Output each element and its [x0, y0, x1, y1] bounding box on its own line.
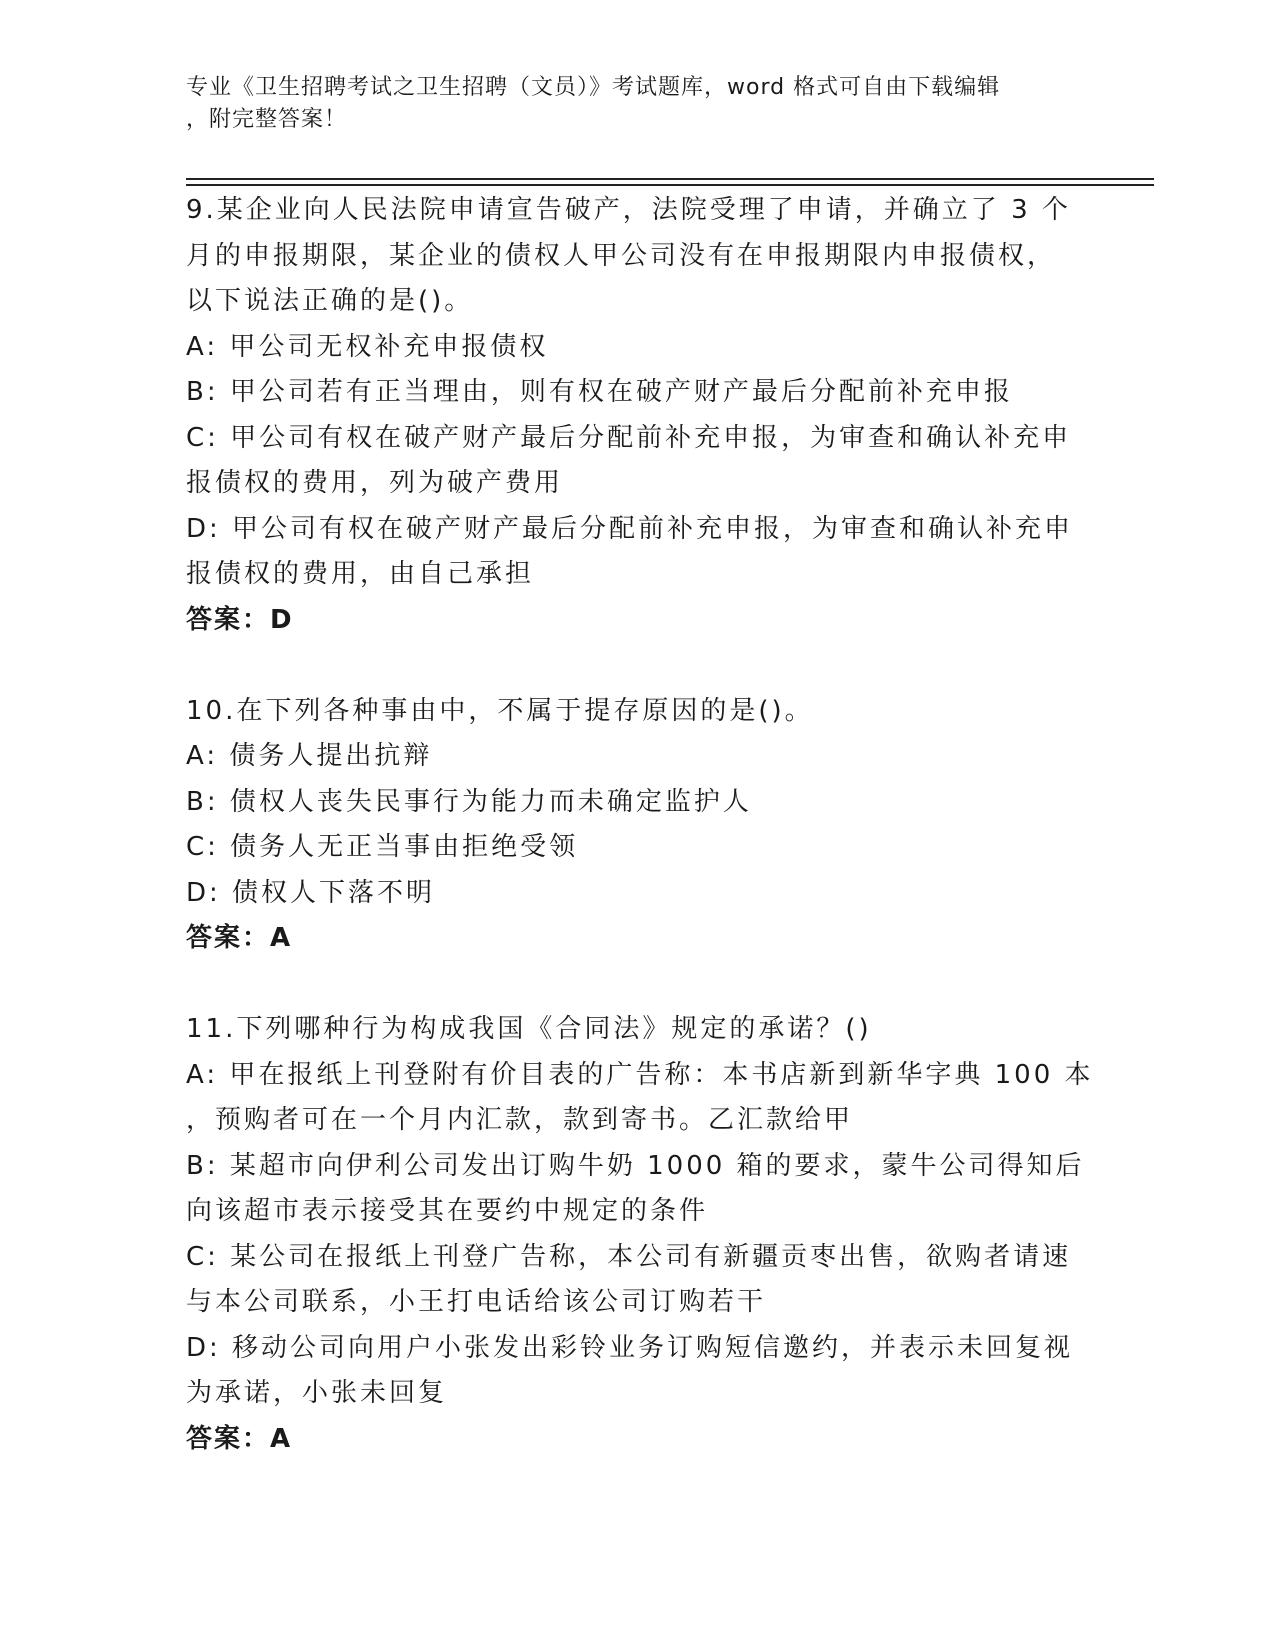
header-line: 专业《卫生招聘考试之卫生招聘（文员）》考试题库，word 格式可自由下载编辑 [186, 75, 1001, 100]
option-a: A: 甲在报纸上刊登附有价目表的广告称：本书店新到新华字典 100 本 [186, 1059, 1094, 1090]
option-c: C: 某公司在报纸上刊登广告称，本公司有新疆贡枣出售，欲购者请速 [186, 1241, 1072, 1272]
document-header [186, 72, 1066, 136]
option-c: C: 债务人无正当事由拒绝受领 [186, 832, 579, 862]
header-divider [186, 178, 1154, 180]
spacer [186, 962, 1086, 1008]
option-b: B: 某超市向伊利公司发出订购牛奶 1000 箱的要求，蒙牛公司得知后 [186, 1150, 1085, 1181]
header-line: ，附完整答案！ [186, 107, 348, 132]
option-a: ，预购者可在一个月内汇款，款到寄书。乙汇款给甲 [186, 1105, 854, 1135]
question-stem: 10.在下列各种事由中，不属于提存原因的是()。 [186, 695, 814, 726]
answer-label: 答案：D [186, 604, 294, 635]
question-stem: 以下说法正确的是()。 [186, 286, 474, 316]
question-stem: 9.某企业向人民法院申请宣告破产，法院受理了申请，并确立了 3 个 [186, 195, 1071, 225]
answer-label: 答案：A [186, 923, 293, 953]
question-item [186, 188, 1086, 643]
option-b: B: 债权人丧失民事行为能力而未确定监护人 [186, 786, 752, 817]
option-d: D: 债权人下落不明 [186, 877, 436, 908]
question-stem: 11.下列哪种行为构成我国《合同法》规定的承诺？() [186, 1014, 872, 1044]
option-d: D: 甲公司有权在破产财产最后分配前补充申报，为审查和确认补充申 [186, 513, 1074, 544]
question-stem: 月的申报期限，某企业的债权人甲公司没有在申报期限内申报债权， [186, 240, 1057, 271]
option-c: C: 甲公司有权在破产财产最后分配前补充申报，为审查和确认补充申 [186, 422, 1072, 453]
option-b: B: 甲公司若有正当理由，则有权在破产财产最后分配前补充申报 [186, 377, 1013, 407]
spacer [186, 643, 1086, 689]
option-c: 与本公司联系，小王打电话给该公司订购若干 [186, 1287, 767, 1317]
option-a: A: 甲公司无权补充申报债权 [186, 331, 549, 362]
option-d: D: 移动公司向用户小张发出彩铃业务订购短信邀约，并表示未回复视 [186, 1332, 1074, 1363]
answer-label: 答案：A [186, 1423, 293, 1454]
option-b: 向该超市表示接受其在要约中规定的条件 [186, 1196, 709, 1226]
question-list [186, 188, 1094, 1462]
question-item [186, 1007, 1094, 1462]
option-d: 为承诺，小张未回复 [186, 1378, 448, 1408]
option-c: 报债权的费用，列为破产费用 [186, 468, 564, 498]
question-item [186, 689, 1086, 962]
option-d: 报债权的费用，由自己承担 [186, 559, 535, 589]
header-divider [186, 184, 1154, 186]
option-a: A: 债务人提出抗辩 [186, 741, 433, 771]
